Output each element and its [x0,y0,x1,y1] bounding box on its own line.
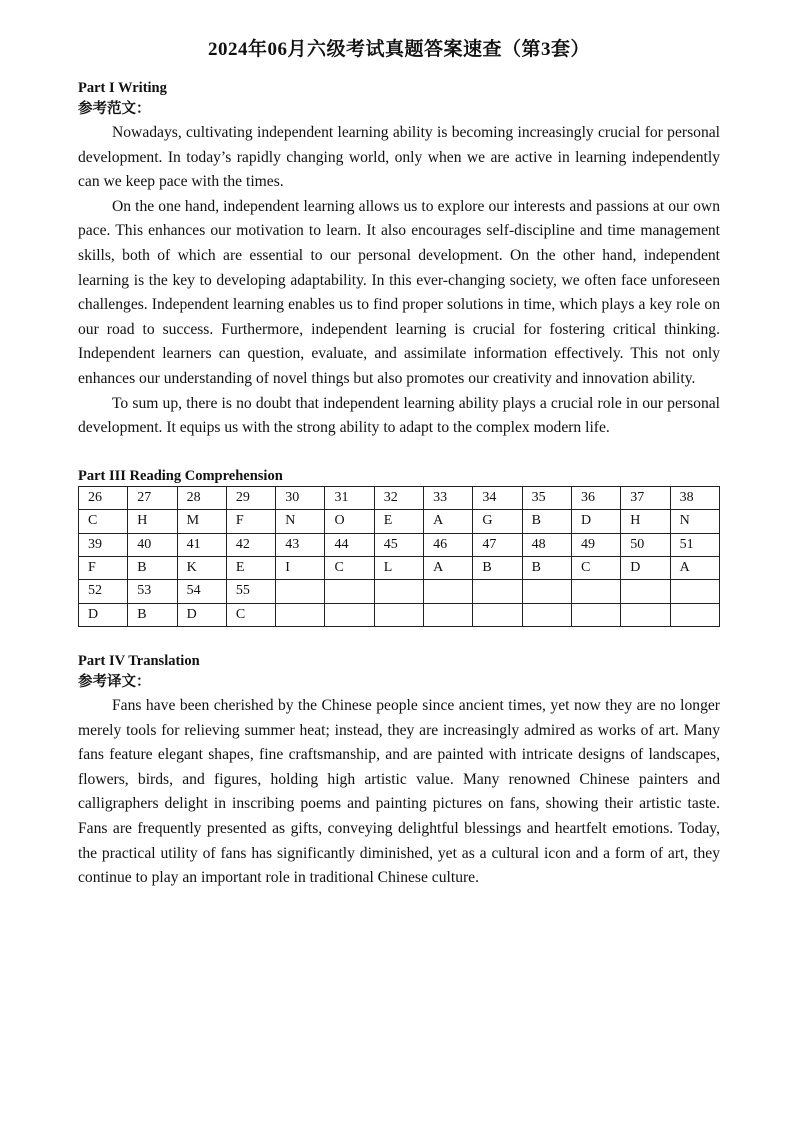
answer-cell [325,603,374,626]
question-number-cell [424,580,473,603]
question-number-cell: 33 [424,486,473,509]
answer-cell: M [177,510,226,533]
answer-cell [276,603,325,626]
answer-cell: A [424,556,473,579]
question-number-cell: 29 [226,486,275,509]
answer-cell: D [621,556,670,579]
answer-cell [670,603,719,626]
writing-paragraph: Nowadays, cultivating independent learning ability is becoming increasingly crucial for personal development. In today’s rapidly changing world, only when we are active in learning independently can we keep pace with the times. [78,124,720,191]
writing-paragraph: To sum up, there is no doubt that independent learning ability plays a crucial role in our personal development. It equips us with the strong ability to adapt to the complex modern life. [78,394,720,437]
writing-paragraph: On the one hand, independent learning allows us to explore our interests and passions at our own pace. This enhances our motivation to learn. It also encourages self-discipline and time management skills, both of which are essential to our personal development. On the other hand, independent learning is the key to developing adaptability. In this ever-changing society, we often face unforeseen challenges. Independent learning enables us to find proper solutions in time, which plays a key role on our road to success. Furthermore, independent learning is crucial for fostering critical thinking. Independent learners can question, evaluate, and assimilate information effectively. This not only enhances our understanding of novel things but also promotes our creativity and innovation ability. [78,197,720,387]
question-number-cell: 48 [522,533,571,556]
answer-cell [571,603,620,626]
question-number-cell [670,580,719,603]
question-number-cell: 50 [621,533,670,556]
answer-cell: A [670,556,719,579]
question-number-cell: 28 [177,486,226,509]
question-number-cell: 55 [226,580,275,603]
table-row [79,580,720,603]
answer-cell [473,603,522,626]
translation-heading: Part IV Translation [78,653,200,670]
answer-cell [424,603,473,626]
answer-cell: B [522,556,571,579]
question-number-cell: 52 [79,580,128,603]
answer-cell: E [226,556,275,579]
question-number-cell: 40 [128,533,177,556]
answer-cell: C [571,556,620,579]
question-number-cell: 30 [276,486,325,509]
question-number-cell: 49 [571,533,620,556]
answer-cell: D [79,603,128,626]
question-number-cell [473,580,522,603]
answer-cell [621,603,670,626]
question-number-cell: 27 [128,486,177,509]
answer-cell [522,603,571,626]
question-number-cell: 39 [79,533,128,556]
question-number-cell: 47 [473,533,522,556]
translation-sample-label: 参考译文： [78,674,151,691]
question-number-cell: 51 [670,533,719,556]
question-number-cell [522,580,571,603]
writing-heading: Part I Writing [78,80,167,96]
translation-section [78,652,720,891]
table-row [79,510,720,533]
reading-heading: Part III Reading Comprehension [78,467,283,484]
question-number-cell: 35 [522,486,571,509]
answer-cell: C [325,556,374,579]
answer-cell: G [473,510,522,533]
answer-cell: K [177,556,226,579]
writing-sample-label: 参考范文： [78,101,151,117]
question-number-cell: 32 [374,486,423,509]
answer-cell: B [128,603,177,626]
question-number-cell: 31 [325,486,374,509]
answer-cell: D [571,510,620,533]
question-number-cell: 43 [276,533,325,556]
answer-cell: C [79,510,128,533]
table-row [79,603,720,626]
question-number-cell: 45 [374,533,423,556]
translation-paragraph: Fans have been cherished by the Chinese people since ancient times, yet now they are no longer merely tools for relieving summer heat; instead, they are increasingly admired as works of art. Many fans feature elegant shapes, fine craftsmanship, and are painted with intricate designs of landscapes, flowers, birds, and figures, holding high artistic value. Many renowned Chinese painters and calligraphers delight in inscribing poems and painting pictures on fans, showing their artistic taste. Fans are frequently presented as gifts, conveying delightful blessings and heartfelt emotions. Today, the practical utility of fans has significantly diminished, yet as a cultural icon and a form of art, they continue to play an important role in traditional Chinese culture. [78,697,720,887]
answer-cell: F [226,510,275,533]
question-number-cell: 36 [571,486,620,509]
table-row [79,486,720,509]
question-number-cell: 42 [226,533,275,556]
answer-cell: F [79,556,128,579]
question-number-cell [276,580,325,603]
page-title: 2024年06月六级考试真题答案速查（第3套） [207,39,590,60]
answer-cell: O [325,510,374,533]
question-number-cell: 44 [325,533,374,556]
answer-cell: H [621,510,670,533]
question-number-cell: 34 [473,486,522,509]
question-number-cell [374,580,423,603]
question-number-cell: 41 [177,533,226,556]
question-number-cell: 54 [177,580,226,603]
question-number-cell: 26 [79,486,128,509]
answer-table [78,486,720,627]
answer-cell: D [177,603,226,626]
reading-section [78,467,720,627]
table-row [79,556,720,579]
question-number-cell: 46 [424,533,473,556]
answer-cell: N [670,510,719,533]
answer-cell: N [276,510,325,533]
answer-cell: A [424,510,473,533]
question-number-cell: 37 [621,486,670,509]
question-number-cell [325,580,374,603]
answer-cell: B [473,556,522,579]
question-number-cell: 53 [128,580,177,603]
answer-cell: L [374,556,423,579]
answer-cell: I [276,556,325,579]
question-number-cell: 38 [670,486,719,509]
question-number-cell [621,580,670,603]
answer-table-body [79,486,720,626]
question-number-cell [571,580,620,603]
answer-cell: B [128,556,177,579]
answer-cell: E [374,510,423,533]
table-row [79,533,720,556]
answer-cell: H [128,510,177,533]
answer-cell: B [522,510,571,533]
writing-section [78,79,720,441]
answer-cell [374,603,423,626]
answer-cell: C [226,603,275,626]
